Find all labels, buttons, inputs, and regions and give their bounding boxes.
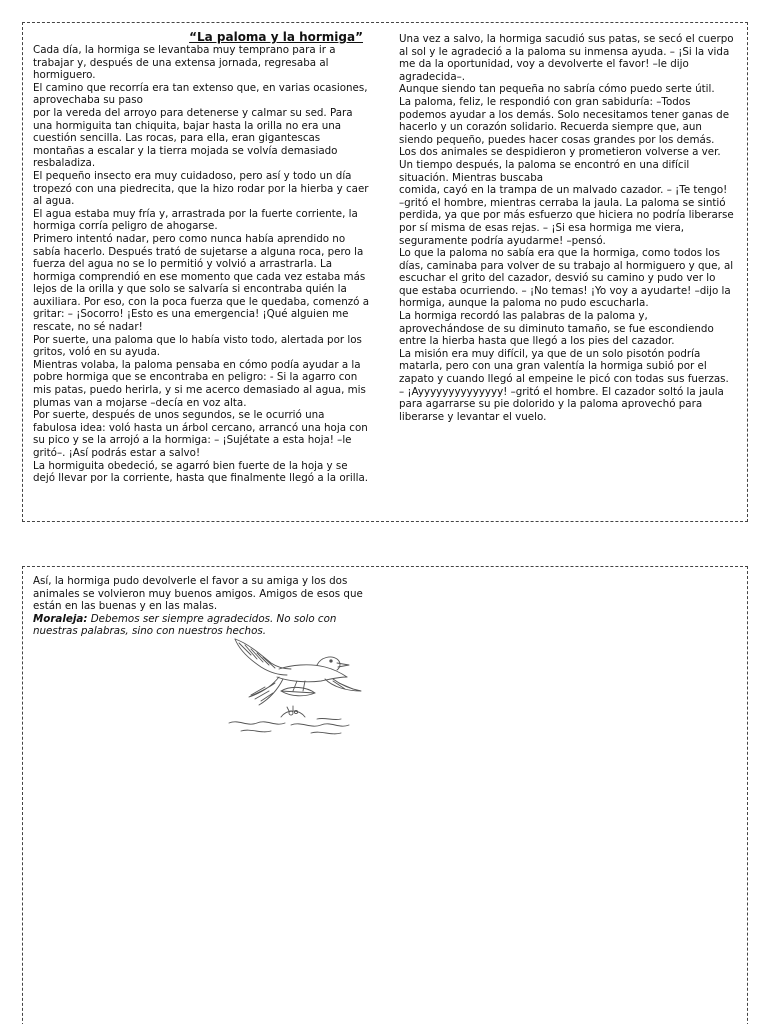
story-left-column (33, 31, 369, 485)
story-paragraph: Mientras volaba, la paloma pensaba en cómo podía ayudar a la pobre hormiga que se encontraba en peligro: - Si la agarro con mis patas, puedo herirla, y si me acerco demasiado al agua, mis plumas van a mojarse –decía en voz alta. (33, 358, 366, 409)
story-paragraph: Por suerte, después de unos segundos, se le ocurrió una fabulosa idea: voló hasta un árbol cercano, arrancó una hoja con su pico y se la arrojó a la hormiga: – ¡Sujétate a esta hoja! –le gritó–. ¡Así podrás estar a salvo! (33, 409, 368, 459)
story-paragraph: comida, cayó en la trampa de un malvado cazador. – ¡Te tengo! –gritó el hombre, mientras cerraba la jaula. La paloma se sintió perdida, ya que por más esfuerzo que hiciera no podría liberarse por sí misma de esas rejas. – ¡Si esa hormiga me viera, seguramente podría ayudarme! –pensó. (399, 184, 734, 247)
story-paragraph: Una vez a salvo, la hormiga sacudió sus patas, se secó el cuerpo al sol y le agradeció a la paloma su inmensa ayuda. – ¡Si la vida me da la oportunidad, voy a devolverte el favor! –le dijo agradecida–. (399, 33, 734, 83)
story-ending (33, 575, 371, 641)
story-paragraph: El pequeño insecto era muy cuidadoso, pero así y todo un día tropezó con una piedrecita, que la hizo rodar por la hierba y caer al agua. (33, 169, 369, 208)
story-paragraph: por la vereda del arroyo para detenerse y calmar su sed. Para una hormiguita tan chiquita, bajar hasta la orilla no era una cuestión sencilla. Las rocas, para ella, eran gigantescas montañas a escalar y la tierra mojada se volvía demasiado resbaladiza. (33, 106, 353, 170)
story-right-column (399, 33, 735, 423)
story-paragraph: – ¡Ayyyyyyyyyyyyyy! –gritó el hombre. El cazador soltó la jaula para agarrarse su pie dolorido y la paloma aprovechó para liberarse y levantar el vuelo. (399, 385, 724, 423)
story-paragraph: El camino que recorría era tan extenso que, en varias ocasiones, aprovechaba su paso (33, 81, 368, 107)
story-paragraph: Lo que la paloma no sabía era que la hormiga, como todos los días, caminaba para volver de su trabajo al hormiguero y que, al escuchar el grito del cazador, desvió su camino y pudo ver lo que estaba ocurriendo. – ¡No temas! ¡Yo voy a ayudarte! –dijo la hormiga, aunque la paloma no pudo escucharla. (399, 247, 734, 310)
story-paragraph: La misión era muy difícil, ya que de un solo pisotón podría matarla, pero con una gran valentía la hormiga subió por el zapato y cuando llegó al empeine le picó con todas sus fuerzas. (399, 347, 729, 386)
ending-paragraph: Así, la hormiga pudo devolverle el favor a su amiga y los dos animales se volvieron muy buenos amigos. Amigos de esos que están en las buenas y en las malas. (33, 575, 363, 613)
story-paragraph: Primero intentó nadar, pero como nunca había aprendido no sabía hacerlo. Después trató de sujetarse a alguna roca, pero la fuerza del agua no se lo permitió y volvió a arrastrarla. La hormiga comprendió en ese momento que cada vez estaba más lejos de la orilla y que solo se salvaría si encontraba quién la auxiliara. Por eso, con la poca fuerza que le quedaba, comenzó a gritar: – ¡Socorro! ¡Esto es una emergencia! ¡Qué alguien me rescate, no sé nadar! (33, 232, 370, 334)
story-paragraph: Un tiempo después, la paloma se encontró en una difícil situación. Mientras buscaba (399, 158, 690, 184)
story-paragraph: El agua estaba muy fría y, arrastrada por la fuerte corriente, la hormiga corría peligro de ahogarse. (33, 207, 358, 233)
moral-label: Moraleja: (33, 612, 88, 625)
story-page-bottom (22, 566, 748, 1024)
story-paragraph: Cada día, la hormiga se levantaba muy temprano para ir a trabajar y, después de una extensa jornada, regresaba al hormiguero. (33, 44, 336, 82)
story-title: “La paloma y la hormiga” (189, 30, 363, 44)
story-paragraph: La paloma, feliz, le respondió con gran sabiduría: –Todos podemos ayudar a los demás. Solo necesitamos tener ganas de hacerlo y un corazón solidario. Recuerda siempre que, aun siendo pequeño, puedes hacer cosas grandes por los demás. (399, 95, 730, 146)
moral-text: Debemos ser siempre agradecidos. No solo con nuestras palabras, sino con nuestros hechos. (33, 612, 337, 638)
story-paragraph: Por suerte, una paloma que lo había visto todo, alertada por los gritos, voló en su ayuda. (33, 333, 362, 359)
dove-carrying-leaf-over-water-illustration (221, 633, 371, 737)
story-paragraph: La hormiguita obedeció, se agarró bien fuerte de la hoja y se dejó llevar por la corriente, hasta que finalmente llegó a la orilla. (33, 459, 369, 485)
story-paragraph: La hormiga recordó las palabras de la paloma y, aprovechándose de su diminuto tamaño, se fue escondiendo entre la hierba hasta que llegó a los pies del cazador. (399, 310, 714, 348)
story-paragraph: Los dos animales se despidieron y prometieron volverse a ver. (399, 146, 721, 159)
story-page-top (22, 22, 748, 522)
story-paragraph: Aunque siendo tan pequeña no sabría cómo puedo serte útil. (399, 83, 715, 96)
